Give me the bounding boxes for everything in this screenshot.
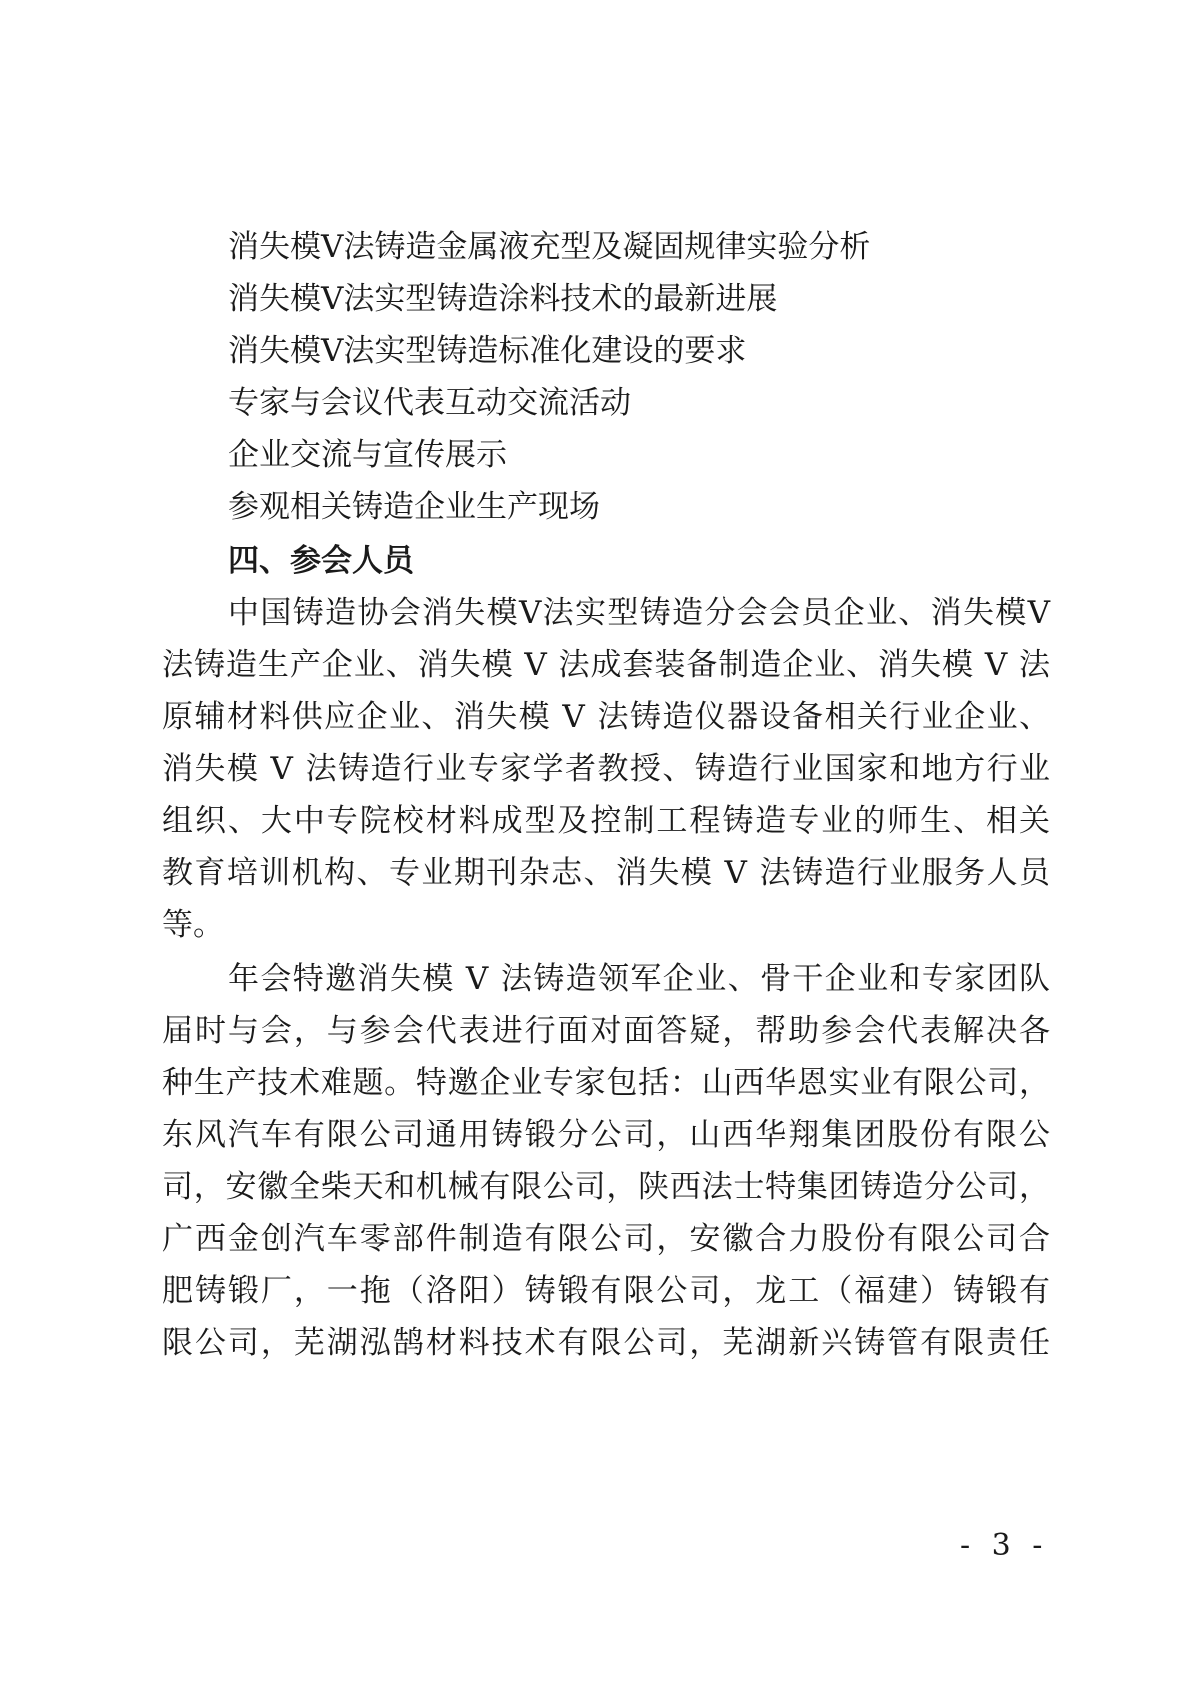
list-item: 参观相关铸造企业生产现场 bbox=[228, 489, 600, 525]
paragraph-line-text: 肥铸锻厂，一拖（洛阳）铸锻有限公司，龙工（福建）铸锻有 bbox=[162, 1273, 1050, 1309]
list-item: 消失模Ⅴ法实型铸造涂料技术的最新进展 bbox=[228, 281, 778, 317]
paragraph-line-text: 届时与会，与参会代表进行面对面答疑，帮助参会代表解决各 bbox=[162, 1013, 1050, 1049]
paragraph-line bbox=[0, 696, 1200, 738]
paragraph-line bbox=[0, 1218, 1200, 1260]
paragraph-line bbox=[0, 1270, 1200, 1312]
list-item: 消失模Ⅴ法实型铸造标准化建设的要求 bbox=[228, 333, 747, 369]
paragraph-line bbox=[0, 958, 1200, 1000]
paragraph-line bbox=[0, 1166, 1200, 1208]
paragraph-line bbox=[0, 852, 1200, 894]
paragraph-line-text: 原辅材料供应企业、消失模 Ⅴ 法铸造仪器设备相关行业企业、 bbox=[162, 699, 1050, 735]
paragraph-line-text: 教育培训机构、专业期刊杂志、消失模 Ⅴ 法铸造行业服务人员 bbox=[162, 855, 1050, 891]
paragraph-line-text: 消失模 Ⅴ 法铸造行业专家学者教授、铸造行业国家和地方行业 bbox=[162, 751, 1050, 787]
section-heading: 四、参会人员 bbox=[228, 543, 414, 579]
paragraph-line bbox=[0, 800, 1200, 842]
paragraph-line bbox=[0, 1062, 1200, 1104]
paragraph-line bbox=[0, 1114, 1200, 1156]
paragraph-line-text: 种生产技术难题。特邀企业专家包括：山西华恩实业有限公司， bbox=[162, 1065, 1050, 1101]
paragraph-line-text: 广西金创汽车零部件制造有限公司，安徽合力股份有限公司合 bbox=[162, 1221, 1050, 1257]
paragraph-line bbox=[0, 592, 1200, 634]
paragraph-line bbox=[0, 904, 1200, 946]
paragraph-line-text: 组织、大中专院校材料成型及控制工程铸造专业的师生、相关 bbox=[162, 803, 1050, 839]
list-item: 专家与会议代表互动交流活动 bbox=[228, 385, 631, 421]
paragraph-line-text: 年会特邀消失模 Ⅴ 法铸造领军企业、骨干企业和专家团队 bbox=[228, 961, 1050, 997]
paragraph-line-text: 法铸造生产企业、消失模 Ⅴ 法成套装备制造企业、消失模 Ⅴ 法 bbox=[162, 647, 1050, 683]
paragraph-line bbox=[0, 1010, 1200, 1052]
paragraph-line-text: 司，安徽全柴天和机械有限公司，陕西法士特集团铸造分公司， bbox=[162, 1169, 1050, 1205]
paragraph-line bbox=[0, 644, 1200, 686]
paragraph-line bbox=[0, 748, 1200, 790]
list-item: 消失模Ⅴ法铸造金属液充型及凝固规律实验分析 bbox=[228, 229, 871, 265]
list-item: 企业交流与宣传展示 bbox=[228, 437, 507, 473]
paragraph-line-text: 东风汽车有限公司通用铸锻分公司，山西华翔集团股份有限公 bbox=[162, 1117, 1050, 1153]
paragraph-line-text: 等。 bbox=[162, 907, 224, 943]
page-number: - 3 - bbox=[960, 1528, 1049, 1563]
paragraph-line bbox=[0, 1322, 1200, 1364]
paragraph-line-text: 限公司，芜湖泓鹄材料技术有限公司，芜湖新兴铸管有限责任 bbox=[162, 1325, 1050, 1361]
paragraph-line-text: 中国铸造协会消失模Ⅴ法实型铸造分会会员企业、消失模Ⅴ bbox=[228, 595, 1050, 631]
